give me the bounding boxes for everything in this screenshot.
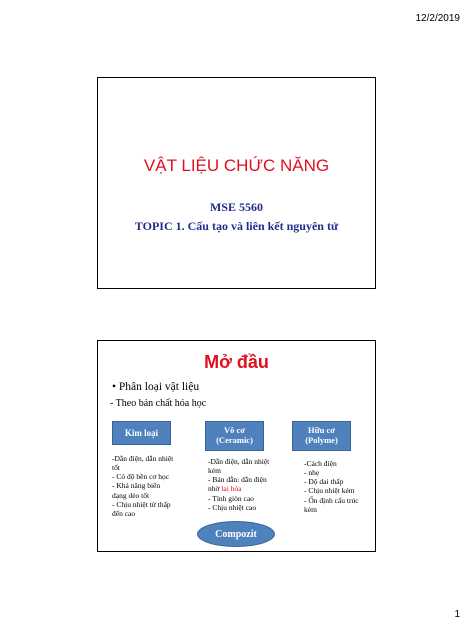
metal-properties-list	[112, 454, 173, 518]
ceramic-properties-list	[208, 457, 269, 512]
page-number: 1	[454, 609, 460, 620]
polymer-properties-list	[304, 459, 359, 514]
metal-box-label: Kim loại	[124, 427, 159, 438]
list-item: tốt	[112, 463, 120, 473]
list-item: - Khả năng biến	[112, 481, 161, 491]
list-item: - Độ dai thấp	[304, 477, 344, 487]
print-date: 12/2/2019	[415, 13, 460, 24]
list-item: - Chịu nhiệt cao	[208, 502, 257, 512]
metal-box	[112, 421, 171, 445]
polymer-box-label: Hữu cơ	[307, 425, 336, 436]
composite-label: Compozit	[215, 528, 257, 540]
bullet-classification: • Phân loại vật liệu	[112, 381, 200, 393]
list-item: - nhẹ	[304, 468, 320, 478]
slide-2	[97, 340, 376, 552]
slide-1-title: VẬT LIỆU CHỨC NĂNG	[143, 156, 330, 175]
ceramic-box-sublabel: (Ceramic)	[216, 435, 253, 445]
list-item: - Ổn định cấu trúc	[304, 495, 359, 505]
list-item: kém	[208, 466, 221, 476]
slide-1	[97, 77, 376, 289]
polymer-box-sublabel: (Polyme)	[305, 435, 338, 445]
list-item-text: nhờ	[208, 484, 222, 494]
slide-2-title: Mở đầu	[204, 352, 269, 372]
list-item: -Dẫn điện, dẫn nhiệt	[208, 457, 270, 466]
list-item: - Chịu nhiệt từ thấp	[112, 499, 171, 509]
list-item: -Cách điện	[304, 459, 337, 468]
course-code: MSE 5560	[209, 200, 263, 214]
list-item: - Chịu nhiệt kém	[304, 486, 355, 496]
list-item: - Bán dẫn: dẫn điện	[208, 475, 267, 485]
list-item: - Có độ bền cơ học	[112, 472, 170, 482]
polymer-box	[292, 421, 351, 451]
list-item: dạng dẻo tốt	[112, 490, 150, 500]
bullet-chemical-nature: - Theo bản chất hóa học	[110, 398, 207, 409]
list-item: đến cao	[112, 508, 136, 518]
list-item: kém	[304, 504, 317, 514]
list-item: -Dẫn điện, dẫn nhiệt	[112, 454, 174, 463]
highlight-hybridization: lai hóa	[221, 484, 242, 494]
ceramic-box	[205, 421, 264, 451]
ceramic-box-label: Vô cơ	[224, 425, 245, 436]
composite-ellipse	[197, 521, 275, 547]
topic-title: TOPIC 1. Cấu tạo và liên kết nguyên tử	[134, 219, 339, 233]
list-item	[208, 484, 269, 493]
list-item: - Tính giòn cao	[208, 493, 254, 503]
